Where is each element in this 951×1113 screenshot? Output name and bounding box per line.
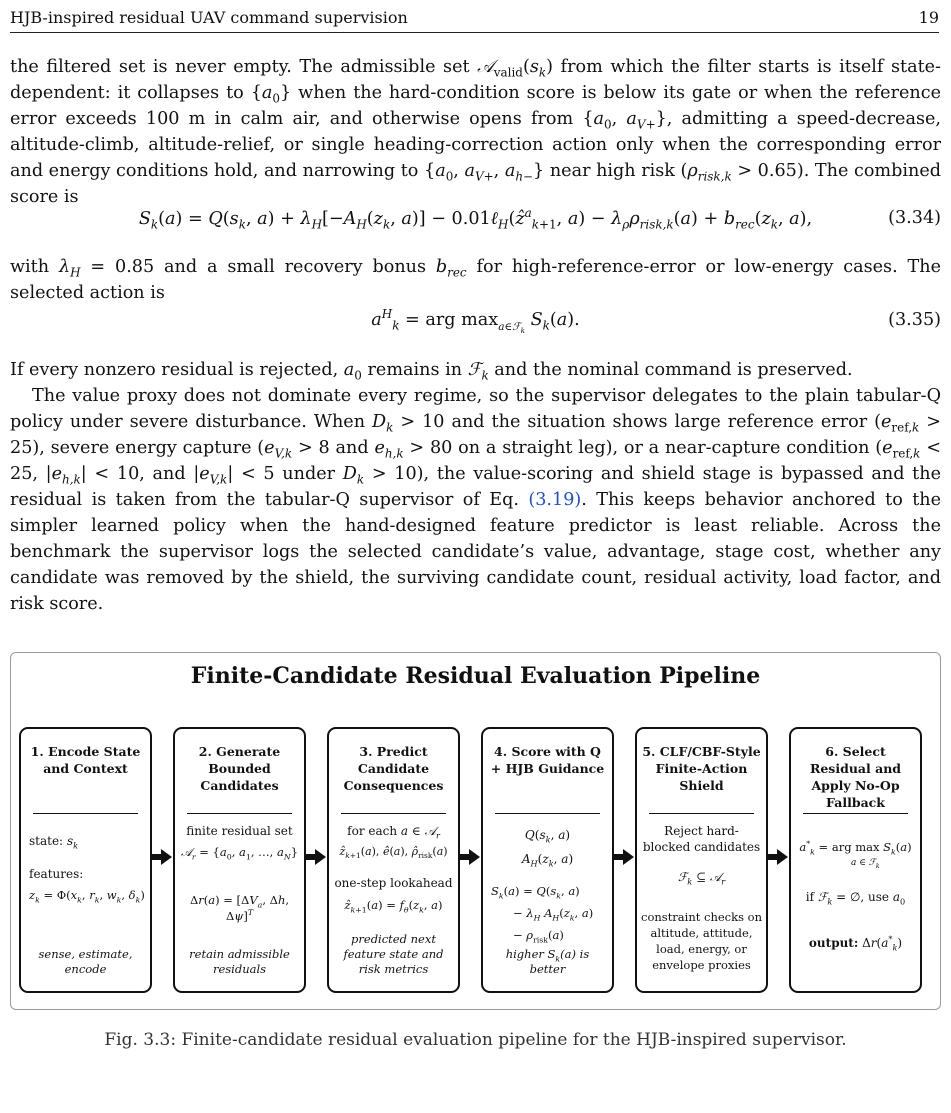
box-divider	[803, 813, 908, 814]
arrow-right-icon	[306, 849, 326, 865]
equation-reference-link[interactable]: (3.19)	[528, 490, 582, 510]
box-line-state: state: $s_k$	[29, 834, 79, 851]
equation-3-35: $a^H_k$ = arg $\max_{a\in ℱ_k} S_k(a)$. (3.35)	[371, 307, 941, 335]
equation-number: (3.35)	[888, 310, 941, 330]
figure-title: Finite-Candidate Residual Evaluation Pipeline	[190, 663, 761, 689]
box-line-subset: ℱ$_k$ ⊆ 𝒜$_r$	[677, 870, 726, 887]
box-line-argmax-set: a ∈ ℱ$_k$	[851, 858, 880, 870]
pipeline-box-shield	[635, 727, 768, 993]
arrow-right-icon	[768, 849, 788, 865]
box-caption: sense, estimate, encode	[38, 947, 133, 976]
pipeline-figure	[10, 652, 941, 1010]
box-title: 1. Encode State and Context	[30, 744, 141, 776]
running-header	[10, 6, 939, 33]
box-title: 4. Score with Q + HJB Guidance	[490, 744, 605, 776]
box-caption: predicted next feature state and risk metrics	[343, 932, 444, 976]
arrow-right-icon	[614, 849, 634, 865]
box-divider	[187, 813, 292, 814]
box-line-argmax: $a^*_k$ = arg $\max S_k(a)$	[799, 839, 912, 857]
box-line-delta: $\Delta r(a) = [\Delta V_a$, Δh, Δψ]$^T$	[189, 893, 290, 923]
page-number: 19	[918, 8, 939, 27]
paragraph-lambda: with $\lambda_H = 0.85$ and a small recovery bonus $b_{rec}$ for high-reference-error or low-energy cases. The selected action is	[10, 257, 941, 303]
paragraph-filtered-set: the filtered set is never empty. The admissible set $𝒜_{valid}(s_k)$ from which the filter starts is itself state-dependent: it collapses to $\{a_0\}$ when the hard-condition score is below its gate or when the reference error exceeds 100 m in calm air, and otherwise opens from {$a_0$, $a_{V+}$}, admitting a speed-decrease, altitude-climb, altitude-relief, or single heading-correction action only when the corresponding error and energy conditions hold, and narrowing to {$a_0$, $a_{V+}$, $a_{h-}$} near high risk $(\rho_{risk,k} > 0.65)$. The combined score is	[10, 57, 941, 207]
box-line-features-label: features:	[29, 867, 84, 881]
paragraph-rejection: If every nonzero residual is rejected, $a_0$ remains in ℱ$_k$ and the nominal command is preserved.	[10, 360, 853, 383]
box-caption: retain admissible residuals	[189, 947, 290, 976]
box-line-score-hjb: − $\lambda_H$ $A_H(z_k$, a)	[513, 906, 594, 923]
equation-number: (3.34)	[888, 208, 941, 228]
paragraph-value-proxy: The value proxy does not dominate every regime, so the supervisor delegates to the plain tabular-Q policy under severe disturbance. When $D_k > 10$ and the situation shows large reference error $(e_{ref,k} > 25)$, severe energy capture ($e_{V,k} > 8$ and $e_{h,k} > 80$ on a straight leg), or a near-capture condition ($e_{ref,k} < 25$, $|e_{h,k}| < 10$, and $|e_{V,k}| < 5$ under $D_k > 10$), the value-scoring and shield stage is bypassed and the residual is taken from the tabular-Q supervisor of Eq. (3.19). This keeps behavior anchored to the simpler learned policy when the hand-designed feature predictor is least reliable. Across the benchmark the supervisor logs the selected candidate’s value, advantage, stage cost, whether any candidate was removed by the shield, the surviving candidate count, residual activity, load factor, and risk score.	[10, 386, 942, 614]
box-line-features: $z_k = \Phi(x_k$, $r_k$, $w_k$, $\delta_k$)	[29, 888, 145, 905]
arrow-right-icon	[152, 849, 172, 865]
box-divider	[495, 813, 600, 814]
box-line-score: $S_k(a) = Q(s_k$, a)	[491, 884, 580, 901]
box-line-fallback: if ℱ$_k$ = ∅, use $a_0$	[805, 890, 906, 907]
pipeline-box-encode	[19, 727, 152, 993]
arrow-right-icon	[460, 849, 480, 865]
box-line-foreach: for each a ∈ 𝒜$_r$	[347, 824, 440, 841]
box-line-score-risk: − $\rho_{risk}(a)$	[513, 928, 564, 945]
box-title: 5. CLF/CBF-Style Finite-Action Shield	[642, 744, 761, 793]
box-line-q: $Q(s_k$, a)	[524, 828, 571, 845]
box-title: 6. Select Residual and Apply No-Op Fallback	[809, 744, 902, 810]
box-line-set: 𝒜$_r$ = {$a_0$, $a_1$, …, $a_N$}	[180, 845, 299, 862]
equation-3-34: $S_k(a) = Q(s_k$, $a) + \lambda_H[-A_H(z_k$, a)] − 0.01ℓ$_H$(ẑ$^a_{k+1}$, $a) - \lambda_\rho\rho_{risk,k}(a) + b_{rec}(z_k$, a), (3.34)	[138, 206, 941, 232]
box-line-lookahead-label: one-step lookahead	[334, 876, 453, 890]
box-line-set-label: finite residual set	[186, 824, 293, 838]
pipeline-box-select	[789, 727, 922, 993]
box-line-advantage: $A_H(z_k$, a)	[521, 852, 574, 869]
box-line-checks: constraint checks on altitude, attitude, load, energy, or envelope proxies	[641, 910, 762, 972]
pipeline-box-predict	[327, 727, 460, 993]
box-line-reject: Reject hard-blocked candidates	[642, 824, 761, 854]
box-title: 2. Generate Bounded Candidates	[198, 744, 281, 793]
box-title: 3. Predict Candidate Consequences	[343, 744, 444, 793]
box-line-output: output: $\Delta r(a^*_k)$	[808, 934, 903, 953]
pipeline-box-generate	[173, 727, 306, 993]
box-divider	[649, 813, 754, 814]
box-divider	[341, 813, 446, 814]
running-title: HJB-inspired residual UAV command supervision	[10, 8, 408, 27]
box-divider	[33, 813, 138, 814]
box-caption: higher $S_k(a)$ is better	[505, 947, 590, 976]
pipeline-box-score	[481, 727, 614, 993]
figure-caption: Fig. 3.3: Finite-candidate residual evaluation pipeline for the HJB-inspired supervisor.	[104, 1030, 847, 1050]
box-line-lookahead: ẑ$_{k+1}$(a) = $f_\theta(z_k$, a)	[344, 898, 443, 915]
box-line-predictions: ẑ$_{k+1}$(a), ê(a), $\rhô_{risk}(a)$	[339, 845, 448, 861]
